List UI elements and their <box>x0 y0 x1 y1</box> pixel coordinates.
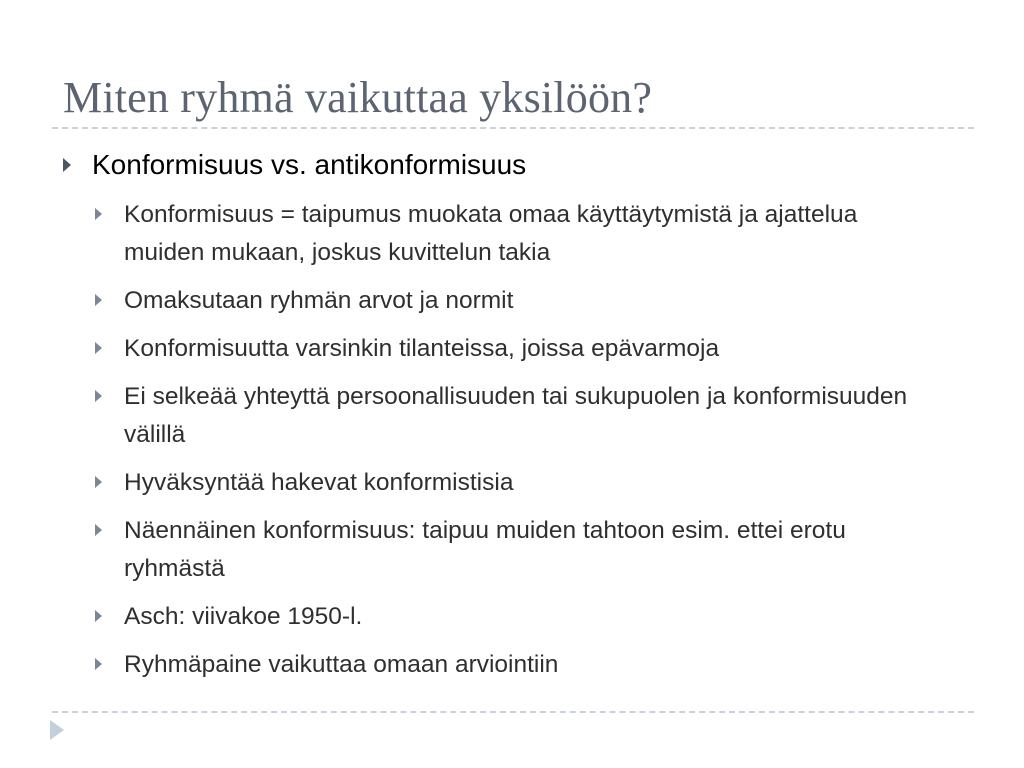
slide-title: Miten ryhmä vaikuttaa yksilöön? <box>63 73 653 122</box>
sub-bullet <box>95 330 955 368</box>
sub-bullet-list <box>95 196 955 694</box>
main-bullet <box>63 147 963 183</box>
sub-bullet-text: Konformisuutta varsinkin tilanteissa, joissa epävarmoja <box>124 335 720 362</box>
footer-divider <box>52 711 974 713</box>
triangle-bullet-icon <box>95 524 102 536</box>
sub-bullet <box>95 512 955 588</box>
triangle-bullet-icon <box>95 476 102 488</box>
sub-bullet-text: Konformisuus = taipumus muokata omaa käyttäytymistä ja ajattelua muiden mukaan, joskus kuvittelun takia <box>124 201 858 266</box>
sub-bullet-text: Ryhmäpaine vaikuttaa omaan arviointiin <box>124 651 559 678</box>
triangle-bullet-icon <box>95 294 102 306</box>
main-bullet-text: Konformisuus vs. antikonformisuus <box>92 149 527 180</box>
triangle-bullet-icon <box>95 390 102 402</box>
triangle-bullet-icon <box>63 158 71 172</box>
sub-bullet <box>95 378 955 454</box>
sub-bullet-text: Hyväksyntää hakevat konformistisia <box>124 469 514 496</box>
sub-bullet <box>95 196 955 272</box>
sub-bullet-text: Näennäinen konformisuus: taipuu muiden tahtoon esim. ettei erotu ryhmästä <box>124 517 846 582</box>
triangle-bullet-icon <box>95 658 102 670</box>
title-divider <box>52 127 974 129</box>
triangle-bullet-icon <box>95 610 102 622</box>
sub-bullet <box>95 464 955 502</box>
sub-bullet-text: Asch: viivakoe 1950-l. <box>124 603 363 630</box>
triangle-bullet-icon <box>95 342 102 354</box>
sub-bullet <box>95 646 955 684</box>
sub-bullet <box>95 598 955 636</box>
triangle-bullet-icon <box>95 208 102 220</box>
sub-bullet <box>95 282 955 320</box>
sub-bullet-text: Omaksutaan ryhmän arvot ja normit <box>124 287 514 314</box>
sub-bullet-text: Ei selkeää yhteyttä persoonallisuuden tai sukupuolen ja konformisuuden välillä <box>124 383 908 448</box>
next-slide-arrow-icon[interactable] <box>50 720 64 740</box>
